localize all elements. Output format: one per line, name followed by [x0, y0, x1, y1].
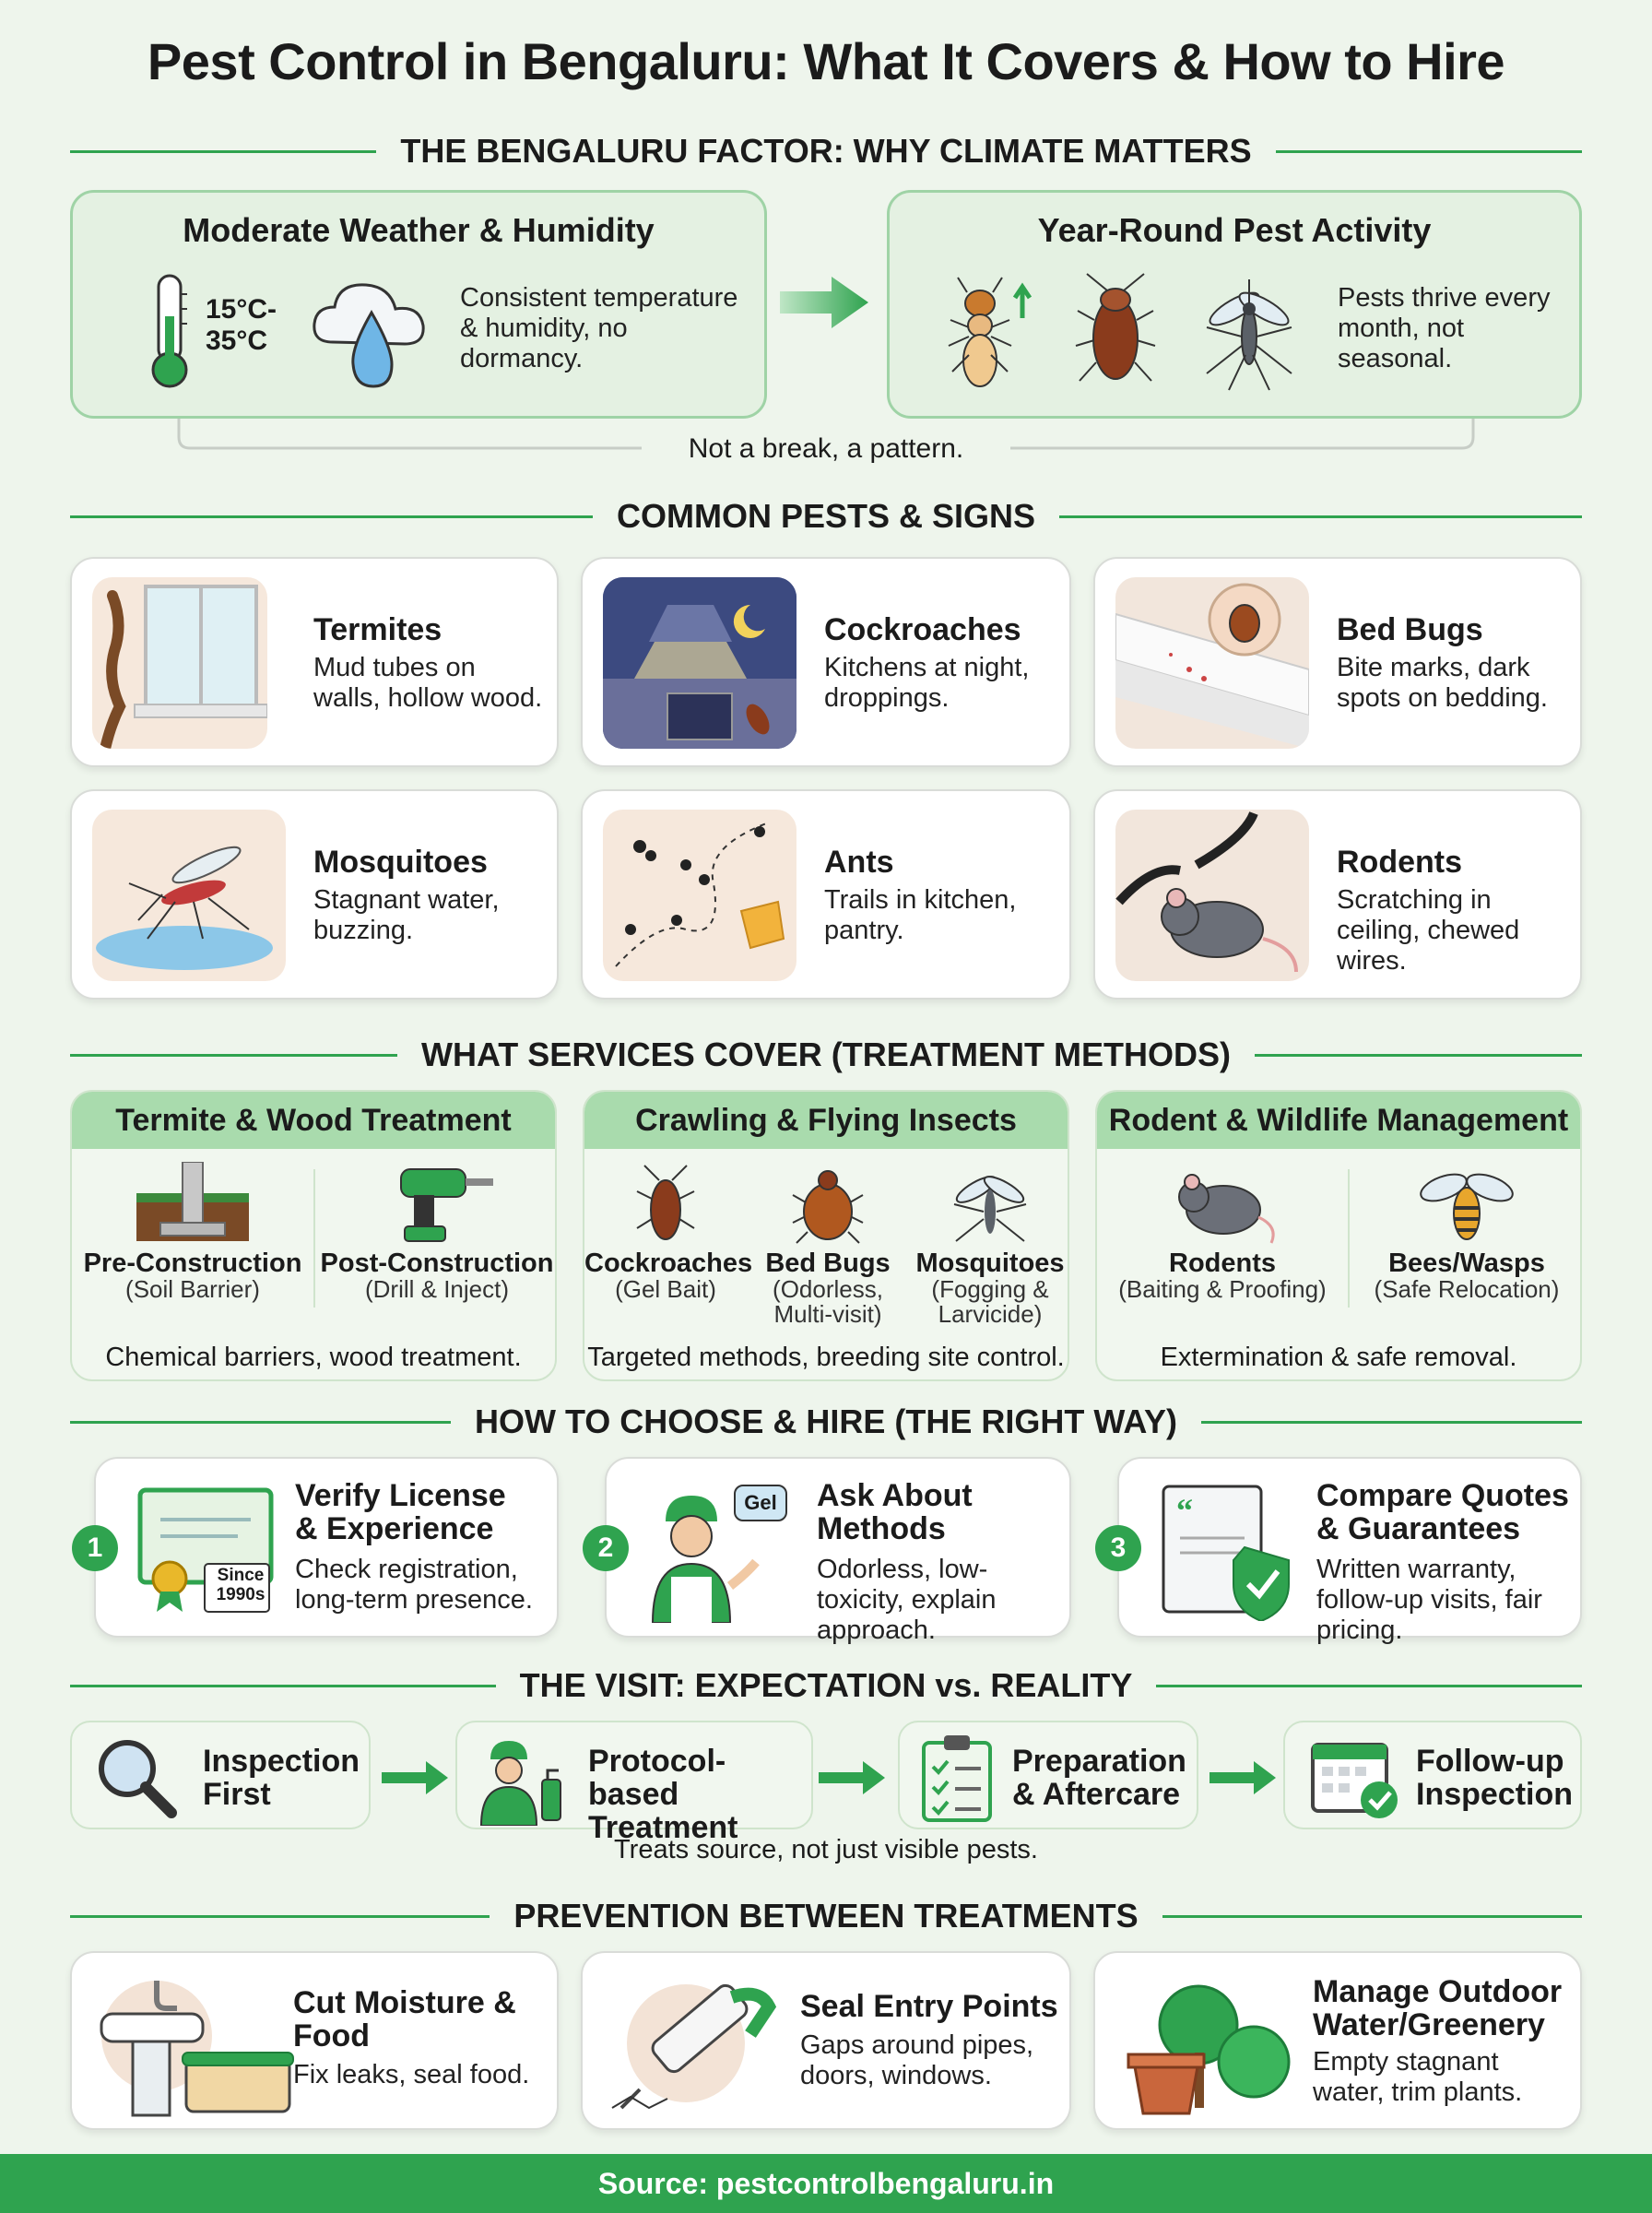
gel-speech-bubble: Gel	[734, 1485, 787, 1521]
service-item-detail: (Baiting & Proofing)	[1118, 1275, 1327, 1303]
caulk-gun-icon	[603, 1970, 787, 2117]
thermometer-icon	[147, 272, 193, 392]
step-number-1: 1	[72, 1525, 118, 1571]
drill-icon	[377, 1162, 497, 1245]
magnifier-icon	[94, 1735, 177, 1818]
pest-card-bed-bugs	[1093, 557, 1582, 767]
ant-trail-icon	[603, 810, 796, 981]
step-number-3: 3	[1095, 1525, 1141, 1571]
hire-step-text: Odorless, low-toxicity, explain approach.	[817, 1555, 997, 1645]
pest-card-rodents	[1093, 789, 1582, 1000]
climate-bracket-note: Not a break, a pattern.	[642, 433, 1010, 465]
document-shield-icon	[1160, 1483, 1298, 1621]
climate-weather-text: Consistent temperature & humidity, no dormancy.	[460, 283, 738, 373]
rat-icon	[1162, 1162, 1282, 1245]
climate-activity-title: Year-Round Pest Activity	[1037, 211, 1432, 249]
service-item-name: Cockroaches	[584, 1249, 753, 1278]
visit-step-label: Protocol-based Treatment	[588, 1744, 738, 1845]
pest-sign: Trails in kitchen, pantry.	[824, 885, 1017, 945]
cockroach-icon	[633, 1162, 698, 1245]
pest-sign: Bite marks, dark spots on bedding.	[1337, 653, 1548, 713]
pest-name: Bed Bugs	[1337, 612, 1483, 647]
rodent-wire-icon	[1115, 810, 1309, 981]
arrow-right-icon	[780, 273, 872, 332]
service-item-name: Rodents	[1169, 1249, 1276, 1278]
visit-step-treatment	[455, 1721, 813, 1845]
pest-sign: Scratching in ceiling, chewed wires.	[1337, 885, 1520, 976]
termite-icon	[941, 272, 1033, 392]
svg-text:“: “	[1176, 1492, 1193, 1529]
service-item-mosquitoes	[909, 1162, 1069, 1327]
service-group-footer: Targeted methods, breeding site control.	[587, 1343, 1065, 1372]
service-group-termite	[70, 1090, 557, 1381]
service-group-insects	[583, 1090, 1069, 1381]
visit-step-label: Follow-up Inspection	[1416, 1744, 1574, 1812]
hire-step-title: Ask About Methods	[817, 1478, 973, 1546]
service-item-name: Mosquitoes	[915, 1249, 1065, 1278]
arrow-right-icon	[819, 1759, 887, 1796]
pest-sign: Kitchens at night, droppings.	[824, 653, 1030, 713]
service-group-title: Rodent & Wildlife Management	[1097, 1092, 1580, 1149]
climate-activity-text: Pests thrive every month, not seasonal.	[1338, 283, 1551, 373]
section-heading-hire: HOW TO CHOOSE & HIRE (THE RIGHT WAY)	[70, 1402, 1582, 1442]
calendar-check-icon	[1309, 1735, 1401, 1822]
mosquito-icon	[949, 1162, 1032, 1245]
bedbug-icon	[791, 1162, 865, 1245]
section-heading-visit: THE VISIT: EXPECTATION vs. REALITY	[70, 1665, 1582, 1706]
service-group-footer: Chemical barriers, wood treatment.	[105, 1343, 522, 1372]
sprayer-technician-icon	[474, 1734, 566, 1826]
kitchen-night-icon	[603, 577, 796, 749]
shrubs-pot-icon	[1115, 1970, 1309, 2117]
bee-icon	[1416, 1162, 1517, 1245]
visit-note: Treats source, not just visible pests.	[614, 1835, 1038, 1864]
hire-step-title: Verify License & Experience	[295, 1478, 506, 1546]
hire-step-text: Check registration, long-term presence.	[295, 1555, 533, 1615]
section-heading-climate: THE BENGALURU FACTOR: WHY CLIMATE MATTERS	[70, 131, 1582, 172]
prevention-text: Empty stagnant water, trim plants.	[1313, 2047, 1523, 2107]
pest-name: Termites	[313, 612, 442, 647]
hire-step-methods	[605, 1457, 1071, 1645]
prevention-card-moisture	[70, 1951, 559, 2130]
service-item-bed-bugs	[747, 1162, 909, 1327]
visit-step-label: Preparation & Aftercare	[1012, 1744, 1186, 1812]
hire-step-text: Written warranty, follow-up visits, fair pricing.	[1316, 1555, 1542, 1645]
service-item-detail: (Safe Relocation)	[1374, 1275, 1560, 1303]
service-group-footer: Extermination & safe removal.	[1160, 1343, 1517, 1372]
service-group-rodent	[1095, 1090, 1582, 1381]
section-heading-services: WHAT SERVICES COVER (TREATMENT METHODS)	[70, 1035, 1582, 1075]
arrow-right-icon	[382, 1759, 450, 1796]
pest-card-mosquitoes	[70, 789, 559, 1000]
climate-weather-card	[70, 190, 767, 419]
prevention-title: Cut Moisture & Food	[293, 1985, 516, 2053]
mosquito-water-icon	[92, 810, 286, 981]
pest-name: Mosquitoes	[313, 845, 488, 880]
hire-step-license	[94, 1457, 559, 1638]
visit-step-inspection	[70, 1721, 371, 1829]
prevention-title: Seal Entry Points	[800, 1989, 1058, 2024]
section-heading-prevention: PREVENTION BETWEEN TREATMENTS	[70, 1896, 1582, 1936]
service-item-detail: (Soil Barrier)	[125, 1275, 260, 1303]
source-footer: Source: pestcontrolbengaluru.in	[0, 2154, 1652, 2213]
visit-step-preparation	[898, 1721, 1198, 1829]
cockroach-icon	[1074, 272, 1157, 392]
pest-card-cockroaches	[581, 557, 1071, 767]
prevention-text: Gaps around pipes, doors, windows.	[800, 2030, 1034, 2090]
pest-card-ants	[581, 789, 1071, 1000]
soil-barrier-icon	[133, 1162, 253, 1245]
temperature-range: 15°C- 35°C	[206, 294, 277, 356]
service-item-detail: (Odorless, Multi-visit)	[773, 1275, 883, 1328]
clipboard-checklist-icon	[920, 1734, 994, 1822]
page-title: Pest Control in Bengaluru: What It Covers & How to Hire	[147, 32, 1505, 90]
since-badge: Since 1990s	[216, 1566, 266, 1604]
hire-step-title: Compare Quotes & Guarantees	[1316, 1478, 1569, 1546]
service-item-detail: (Drill & Inject)	[364, 1275, 509, 1303]
prevention-card-seal	[581, 1951, 1071, 2130]
service-item-detail: (Fogging & Larvicide)	[931, 1275, 1049, 1328]
termite-window-icon	[92, 577, 267, 749]
service-group-title: Crawling & Flying Insects	[584, 1092, 1068, 1149]
sink-food-container-icon	[92, 1971, 295, 2119]
service-item-post-construction	[315, 1162, 557, 1302]
service-item-rodents	[1097, 1162, 1348, 1302]
visit-step-label: Inspection First	[203, 1744, 360, 1812]
section-heading-pests: COMMON PESTS & SIGNS	[70, 496, 1582, 537]
climate-weather-title: Moderate Weather & Humidity	[183, 211, 655, 249]
service-item-cockroaches	[584, 1162, 753, 1303]
prevention-card-outdoor	[1093, 1951, 1582, 2130]
prevention-text: Fix leaks, seal food.	[293, 2060, 530, 2089]
prevention-title: Manage Outdoor Water/Greenery	[1313, 1974, 1563, 2042]
pest-sign: Mud tubes on walls, hollow wood.	[313, 653, 543, 713]
step-number-2: 2	[583, 1525, 629, 1571]
hire-step-quotes	[1117, 1457, 1582, 1645]
service-group-title: Termite & Wood Treatment	[72, 1092, 555, 1149]
pest-name: Rodents	[1337, 845, 1462, 880]
climate-activity-card	[887, 190, 1582, 419]
visit-step-follow-up	[1283, 1721, 1582, 1829]
service-item-name: Bed Bugs	[765, 1249, 891, 1278]
service-item-name: Pre-Construction	[83, 1249, 302, 1278]
pest-card-termites	[70, 557, 559, 767]
service-item-pre-construction	[72, 1162, 313, 1302]
mosquito-icon	[1198, 272, 1299, 392]
cloud-raindrop-icon	[305, 276, 434, 396]
service-item-name: Bees/Wasps	[1388, 1249, 1545, 1278]
pest-name: Ants	[824, 845, 894, 880]
pest-sign: Stagnant water, buzzing.	[313, 885, 500, 945]
arrow-right-icon	[1210, 1759, 1278, 1796]
service-item-name: Post-Construction	[320, 1249, 554, 1278]
pest-name: Cockroaches	[824, 612, 1021, 647]
service-item-detail: (Gel Bait)	[615, 1275, 716, 1303]
service-item-bees-wasps	[1350, 1162, 1582, 1302]
mattress-bedbug-icon	[1115, 577, 1309, 749]
